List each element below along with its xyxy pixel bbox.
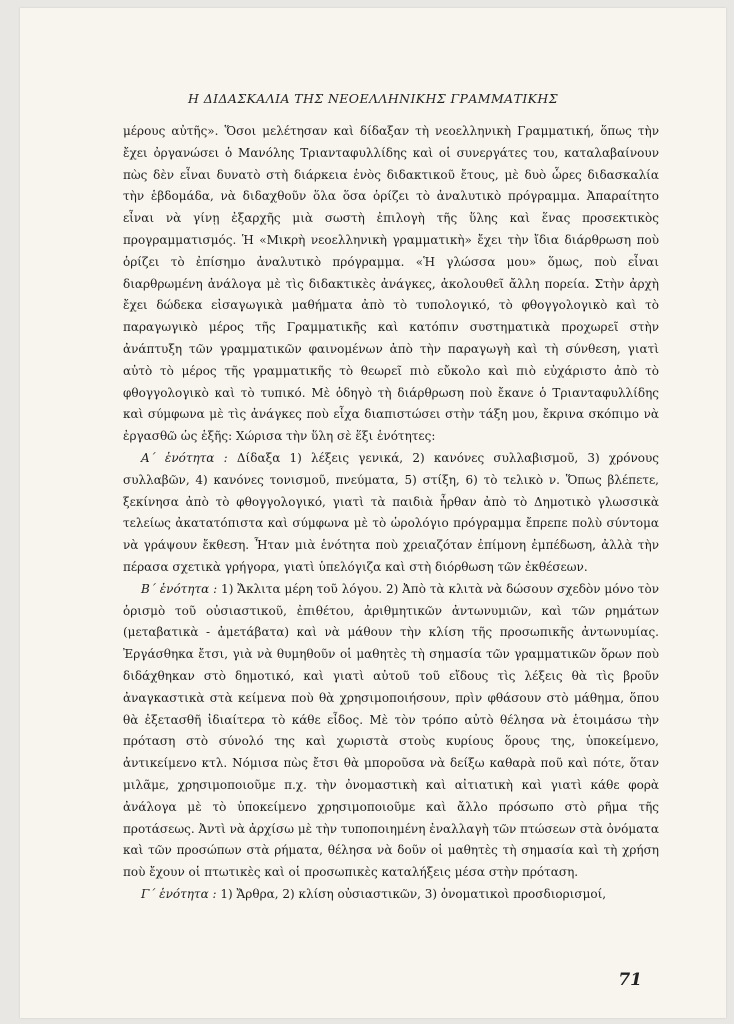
paragraph-text: μέρους αὐτῆς». Ὅσοι μελέτησαν καὶ δίδαξαν τὴ νεοελληνικὴ Γραμματική, ὅπως τὴν ἔχει ὀργανώσει ὁ Μανόλης Τριανταφυλλίδης καὶ οἱ συνεργάτες του, καταλαβαίνουν πὼς δὲν εἶναι δυνατὸ στὴ διάρκεια ἑνὸς διδακτικοῦ ἔτους, μὲ δυὸ ὧρες διδασκαλία τὴν ἑβδομάδα, νὰ διδαχθοῦν ὅλα ὅσα ὁρίζει τὸ ἀναλυτικὸ πρόγραμμα. Ἀπαραίτητο εἶναι νὰ γίνῃ ἐξαρχῆς μιὰ σωστὴ ἐπιλογὴ τῆς ὕλης καὶ ἕνας προσεκτικὸς προγραμματισμός. Ἡ «Μικρὴ νεοελληνικὴ γραμματικὴ» ἔχει τὴν ἴδια διάρθρωση ποὺ ὁρίζει τὸ ἐπίσημο ἀναλυτικὸ πρόγραμμα. «Ἡ γλώσσα μου» ὅμως, ποὺ εἶναι διαρθρωμένη ἀνάλογα μὲ τὶς διδακτικὲς ἀνάγκες, ἀκολουθεῖ ἄλλη πορεία. Στὴν ἀρχὴ ἔχει δώδεκα εἰσαγωγικὰ μαθήματα ἀπὸ τὸ τυπολογικό, τὸ φθογγολογικὸ καὶ τὸ παραγωγικὸ μέρος τῆς Γραμματικῆς καὶ κατόπιν συστηματικὰ προχωρεῖ στὴν ἀνάπτυξη τῶν γραμματικῶν φαινομένων ἀπὸ τὴν παραγωγὴ καὶ τὴ σύνθεση, γιατὶ αὐτὸ τὸ μέρος τῆς γραμματικῆς τὸ θεωρεῖ πιὸ εὔκολο καὶ πιὸ εὐχάριστο ἀπὸ τὸ φθογγολογικὸ καὶ τὸ τυπικό. Μὲ ὁδηγὸ τὴ διάρθρωση ποὺ ἔκανε ὁ Τριανταφυλλίδης καὶ σύμφωνα μὲ τὶς ἀνάγκες ποὺ εἶχα διαπιστώσει στὴν τάξη μου, ἔκρινα σκόπιμο νὰ ἐργασθῶ ὡς ἑξῆς: Χώρισα τὴν ὕλη σὲ ἕξι ἑνότητες: <box>123 124 659 444</box>
paragraph-text: 1) Ἄρθρα, 2) κλίση οὐσιαστικῶν, 3) ὀνοματικοὶ προσδιορισμοί, <box>216 886 607 901</box>
page-number: 71 <box>618 970 642 990</box>
body-text <box>123 121 659 906</box>
running-header: Η ΔΙΔΑΣΚΑΛΙΑ ΤΗΣ ΝΕΟΕΛΛΗΝΙΚΗΣ ΓΡΑΜΜΑΤΙΚΗΣ <box>188 91 558 106</box>
section-label: Α΄ ἑνότητα : <box>141 450 228 465</box>
paragraph-section-c <box>123 884 659 906</box>
book-page <box>20 8 726 1018</box>
paragraph-text: Δίδαξα 1) λέξεις γενικά, 2) κανόνες συλλαβισμοῦ, 3) χρόνους συλλαβῶν, 4) κανόνες τονισμοῦ, πνεύματα, 5) στίξη, 6) τὸ τελικὸ ν. Ὅπως βλέπετε, ξεκίνησα ἀπὸ τὸ φθογγολογικό, γιατὶ τὰ παιδιὰ ἦρθαν ἀπὸ τὸ Δημοτικὸ γλωσσικὰ τελείως ἀκατατόπιστα καὶ σύμφωνα μὲ τὸ ὡρολόγιο πρόγραμμα ἔπρεπε πολὺ σύντομα νὰ γράψουν ἔκθεση. Ἦταν μιὰ ἑνότητα ποὺ χρειαζόταν ἐπίμονη ἐμπέδωση, ἀλλὰ τὴν πέρασα σχετικὰ γρήγορα, γιατὶ ὑπελόγιζα καὶ στὴ διόρθωση τῶν ἐκθέσεων. <box>123 450 660 574</box>
paragraph-section-a <box>123 448 659 579</box>
section-label: Γ΄ ἑνότητα : <box>141 886 217 901</box>
paragraph-text: 1) Ἄκλιτα μέρη τοῦ λόγου. 2) Ἀπὸ τὰ κλιτὰ νὰ δώσουν σχεδὸν μόνο τὸν ὁρισμὸ τοῦ οὐσιαστικοῦ, ἐπιθέτου, ἀριθμητικῶν ἀντωνυμιῶν, καὶ τῶν ρημάτων (μεταβατικὰ - ἀμετάβατα) καὶ νὰ μάθουν τὴν κλίση τῆς προσωπικῆς ἀντωνυμίας. Ἐργάσθηκα ἔτσι, γιὰ νὰ θυμηθοῦν οἱ μαθητὲς τὴ σημασία τῶν γραμματικῶν ὅρων ποὺ διδάχθηκαν στὸ δημοτικό, καὶ γιατὶ αὐτοῦ τοῦ εἴδους τὶς λέξεις θὰ τὶς βροῦν ἀναγκαστικὰ στὰ κείμενα ποὺ θὰ χρησιμοποιήσουν, πρὶν φθάσουν στὸ μάθημα, ὅπου θὰ ἐξετασθῆ ἰδιαίτερα τὸ κάθε εἶδος. Μὲ τὸν τρόπο αὐτὸ θέλησα νὰ ἑτοιμάσω τὴν πρόταση στὸ σύνολό της καὶ χωριστὰ στοὺς κυρίους ὅρους της, ὑποκείμενο, ἀντικείμενο κτλ. Νόμισα πὼς ἔτσι θὰ μποροῦσα νὰ δείξω καθαρὰ ποῦ καὶ πότε, ὅταν μιλᾶμε, χρησιμοποιοῦμε π.χ. τὴν ὀνομαστικὴ καὶ αἰτιατικὴ καὶ γιατὶ κάθε φορὰ ἀνάλογα μὲ τὸ ὑποκείμενο χρησιμοποιοῦμε καὶ ἄλλο πρόσωπο στὸ ρῆμα τῆς προτάσεως. Ἀντὶ νὰ ἀρχίσω μὲ τὴν τυποποιημένη ἐναλλαγὴ τῶν πτώσεων στὰ ὀνόματα καὶ τῶν προσώπων στὰ ρήματα, θέλησα νὰ δοῦν οἱ μαθητὲς τὴ σημασία καὶ τὴ χρήση ποὺ ἔχουν οἱ πτωτικὲς καὶ οἱ προσωπικὲς καταλήξεις μέσα στὴν πρόταση. <box>123 581 659 880</box>
paragraph-section-b <box>123 579 659 884</box>
paragraph-intro <box>123 121 659 448</box>
section-label: Β΄ ἑνότητα : <box>141 581 218 596</box>
